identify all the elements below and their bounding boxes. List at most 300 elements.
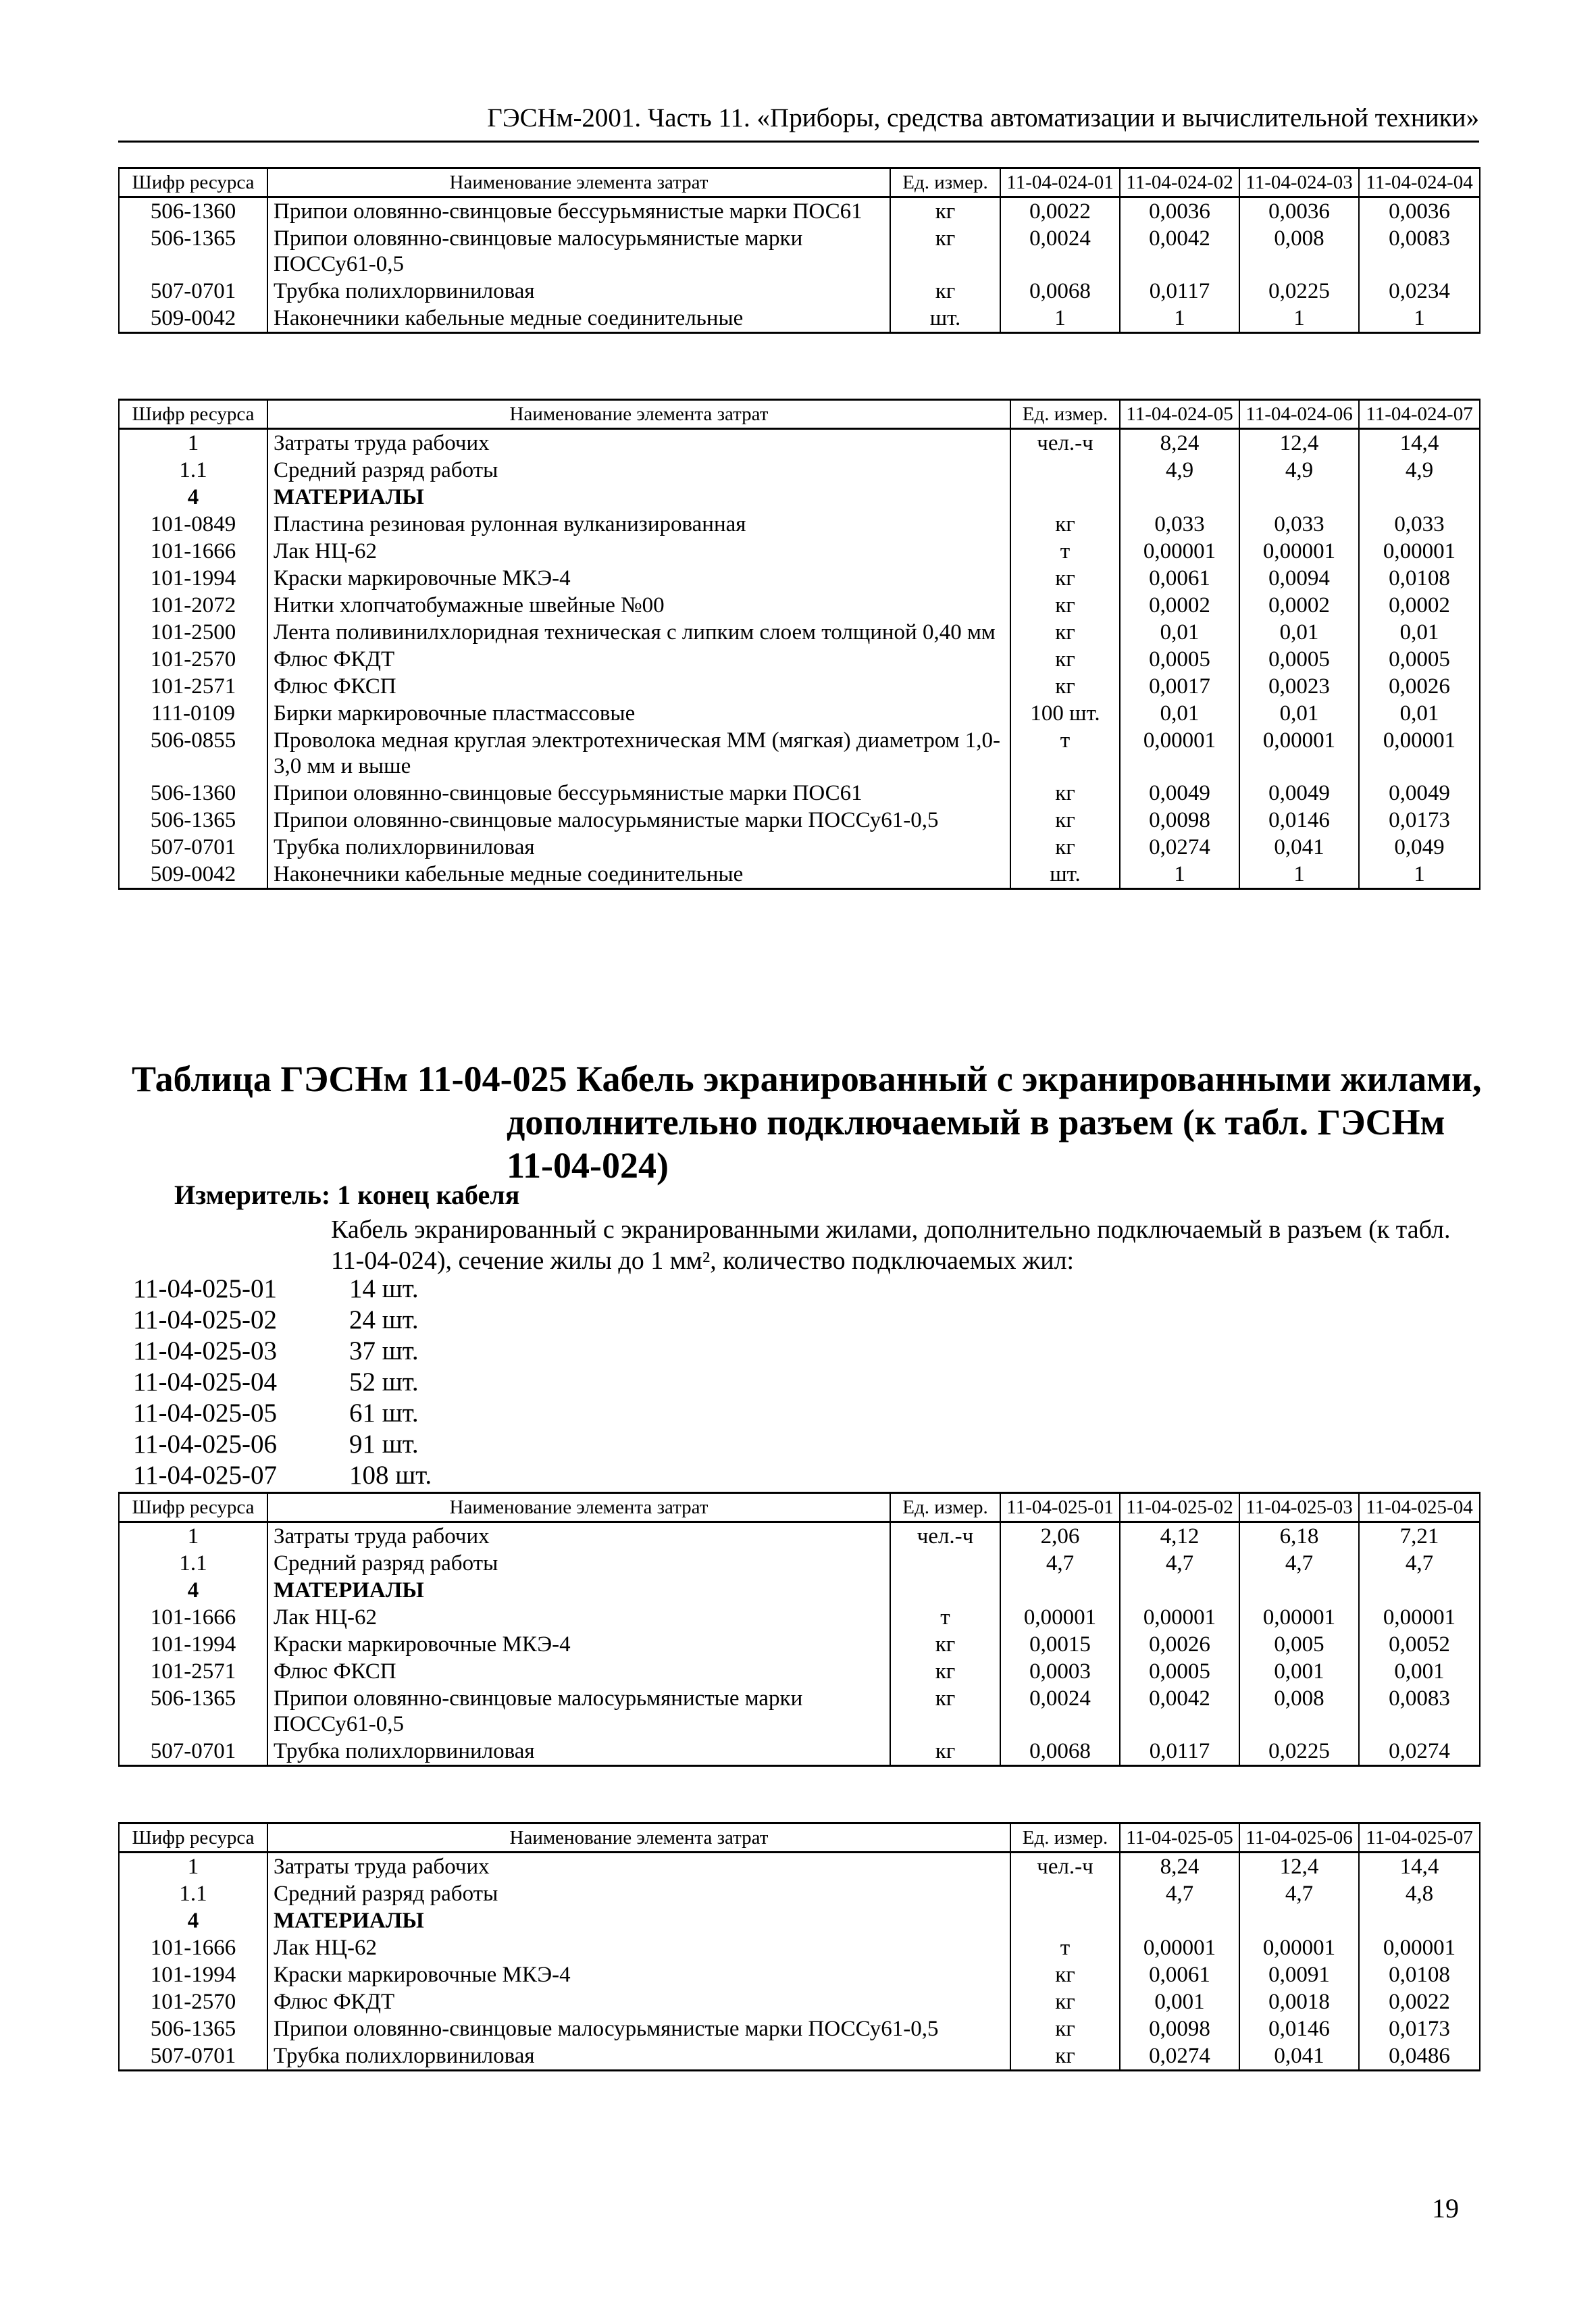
table-row [119,861,1480,889]
row-name: Припои оловянно-свинцовые малосурьмянистые марки ПОССу61-0,5 [267,2015,1010,2042]
header-col-code: 11-04-024-02 [1120,168,1239,197]
row-value: 8,24 [1120,1853,1239,1881]
row-name: Лак НЦ-62 [267,1934,1010,1961]
row-code: 507-0701 [119,2042,267,2071]
row-value: 0,0003 [1000,1658,1120,1685]
header-col-code: 11-04-024-05 [1120,400,1239,429]
row-name: Трубка полихлорвиниловая [267,278,890,305]
table-row [119,484,1480,511]
row-value: 0,0108 [1359,565,1480,592]
row-value: 1 [1239,861,1359,889]
header-name: Наименование элемента затрат [267,1493,890,1522]
row-value: 0,01 [1359,619,1480,646]
header-col-code: 11-04-025-03 [1239,1493,1359,1522]
row-value: 1 [1359,305,1480,333]
section-description: Кабель экранированный с экранированными жилами, дополнительно подключаемый в разъем (к табл. 11-04-024), сечение жилы до 1 мм², количество подключаемых жил: [331,1215,1451,1275]
row-value: 0,033 [1239,511,1359,538]
row-code: 507-0701 [119,278,267,305]
row-code: 101-1994 [119,1961,267,1988]
row-name: Припои оловянно-свинцовые малосурьмянистые марки ПОССу61-0,5 [267,225,890,278]
row-value: 4,7 [1359,1550,1480,1577]
row-value: 0,00001 [1120,727,1239,780]
row-value: 0,0061 [1120,565,1239,592]
row-unit: т [890,1604,1000,1631]
row-value: 4,9 [1120,457,1239,484]
row-code: 101-1666 [119,1604,267,1631]
table-row [119,834,1480,861]
row-unit: кг [1010,1961,1120,1988]
row-name: Флюс ФКДТ [267,1988,1010,2015]
code-list-item [133,1398,432,1429]
row-value [1359,484,1480,511]
row-value: 0,0108 [1359,1961,1480,1988]
section-title-line2: дополнительно подключаемый в разъем (к табл. ГЭСНм 11-04-024) [507,1102,1445,1186]
row-name: Припои оловянно-свинцовые бессурьмянистые марки ПОС61 [267,780,1010,807]
resource-table-025-part1 [118,1492,1481,1767]
row-value: 0,0049 [1120,780,1239,807]
row-value: 0,041 [1239,2042,1359,2071]
row-value: 0,0094 [1239,565,1359,592]
row-name: МАТЕРИАЛЫ [267,484,1010,511]
row-value: 0,0173 [1359,2015,1480,2042]
row-value: 2,06 [1000,1522,1120,1551]
table-row [119,511,1480,538]
header-code: Шифр ресурса [119,1823,267,1853]
row-value: 0,01 [1120,700,1239,727]
row-value: 0,0068 [1000,278,1120,305]
row-unit: кг [890,278,1000,305]
row-value: 0,00001 [1120,1604,1239,1631]
row-unit: кг [1010,834,1120,861]
row-value: 4,7 [1120,1550,1239,1577]
row-name: Затраты труда рабочих [267,1522,890,1551]
row-value: 0,0486 [1359,2042,1480,2071]
row-unit: кг [1010,780,1120,807]
row-unit: шт. [890,305,1000,333]
row-code: 101-2571 [119,673,267,700]
table-row [119,592,1480,619]
row-code: 506-1365 [119,807,267,834]
table-row [119,1550,1480,1577]
row-value: 0,0225 [1239,1738,1359,1766]
row-code: 1 [119,429,267,457]
row-value: 0,00001 [1239,1604,1359,1631]
row-value: 0,0042 [1120,1685,1239,1738]
table-row [119,457,1480,484]
row-name: Припои оловянно-свинцовые малосурьмянистые марки ПОССу61-0,5 [267,807,1010,834]
row-value [1120,1907,1239,1934]
row-name: Припои оловянно-свинцовые малосурьмянистые марки ПОССу61-0,5 [267,1685,890,1738]
header-col-code: 11-04-025-05 [1120,1823,1239,1853]
row-value: 0,001 [1239,1658,1359,1685]
row-value: 0,0018 [1239,1988,1359,2015]
row-code: 4 [119,1907,267,1934]
row-name: Наконечники кабельные медные соединительные [267,305,890,333]
row-name: Трубка полихлорвиниловая [267,1738,890,1766]
row-code: 509-0042 [119,305,267,333]
row-value: 0,0117 [1120,1738,1239,1766]
table-row [119,565,1480,592]
table-row [119,1988,1480,2015]
row-code: 101-1994 [119,565,267,592]
row-value: 0,00001 [1120,1934,1239,1961]
row-code: 1.1 [119,1550,267,1577]
row-value [1359,1907,1480,1934]
table-row [119,429,1480,457]
header-name: Наименование элемента затрат [267,168,890,197]
row-unit: 100 шт. [1010,700,1120,727]
row-value: 0,0173 [1359,807,1480,834]
table-row [119,2015,1480,2042]
row-value: 0,0024 [1000,225,1120,278]
item-quantity: 37 шт. [349,1336,419,1365]
row-value: 1 [1000,305,1120,333]
row-value: 0,0002 [1239,592,1359,619]
code-list-item [133,1336,432,1367]
row-value: 14,4 [1359,1853,1480,1881]
row-value: 0,00001 [1239,538,1359,565]
row-unit: кг [1010,619,1120,646]
row-unit: кг [890,1658,1000,1685]
row-value: 1 [1120,861,1239,889]
row-code: 509-0042 [119,861,267,889]
table-row [119,673,1480,700]
row-unit: кг [890,197,1000,226]
header-col-code: 11-04-025-01 [1000,1493,1120,1522]
row-code: 101-1666 [119,538,267,565]
item-code: 11-04-025-02 [133,1305,278,1334]
resource-table-025-part2 [118,1822,1481,2071]
row-value: 1 [1120,305,1239,333]
header-unit: Ед. измер. [1010,1823,1120,1853]
row-value: 0,0024 [1000,1685,1120,1738]
row-code: 506-1365 [119,225,267,278]
row-code: 506-1360 [119,780,267,807]
row-value: 4,7 [1239,1550,1359,1577]
header-code: Шифр ресурса [119,1493,267,1522]
row-value: 0,0049 [1239,780,1359,807]
row-unit: кг [1010,2042,1120,2071]
row-name: Флюс ФКДТ [267,646,1010,673]
table-row [119,1631,1480,1658]
header-col-code: 11-04-024-03 [1239,168,1359,197]
row-code: 1.1 [119,457,267,484]
row-value: 0,0023 [1239,673,1359,700]
row-value: 0,0005 [1120,1658,1239,1685]
table-row [119,727,1480,780]
row-code: 101-1994 [119,1631,267,1658]
row-unit: чел.-ч [1010,429,1120,457]
row-value: 0,0022 [1000,197,1120,226]
running-header: ГЭСНм-2001. Часть 11. «Приборы, средства автоматизации и вычислительной техники» [487,103,1479,132]
row-unit [1010,1880,1120,1907]
header-col-code: 11-04-025-06 [1239,1823,1359,1853]
row-unit [1010,484,1120,511]
row-code: 506-1360 [119,197,267,226]
row-value: 0,0002 [1359,592,1480,619]
row-name: Нитки хлопчатобумажные швейные №00 [267,592,1010,619]
row-code: 101-2500 [119,619,267,646]
row-value: 0,0015 [1000,1631,1120,1658]
row-unit [890,1577,1000,1604]
row-value: 0,00001 [1120,538,1239,565]
row-unit: т [1010,1934,1120,1961]
table-row [119,1880,1480,1907]
item-code: 11-04-025-07 [133,1461,278,1490]
row-code: 4 [119,484,267,511]
table-row [119,646,1480,673]
row-value: 0,01 [1359,700,1480,727]
row-name: Лак НЦ-62 [267,538,1010,565]
row-name: Припои оловянно-свинцовые бессурьмянистые марки ПОС61 [267,197,890,226]
code-list-item [133,1460,432,1491]
row-unit: чел.-ч [890,1522,1000,1551]
row-value: 0,00001 [1359,1934,1480,1961]
row-value: 0,008 [1239,225,1359,278]
row-value: 0,0146 [1239,807,1359,834]
row-value: 4,7 [1239,1880,1359,1907]
header-rule [118,141,1479,143]
row-unit [1010,1907,1120,1934]
row-value: 0,00001 [1359,538,1480,565]
row-code: 507-0701 [119,834,267,861]
row-value: 0,0061 [1120,1961,1239,1988]
row-unit: кг [890,1738,1000,1766]
row-name: Средний разряд работы [267,1880,1010,1907]
item-code: 11-04-025-05 [133,1399,278,1428]
item-quantity: 14 шт. [349,1274,419,1303]
row-value: 0,01 [1239,700,1359,727]
row-value [1239,1577,1359,1604]
row-unit: кг [890,1685,1000,1738]
row-value: 4,9 [1359,457,1480,484]
item-code: 11-04-025-06 [133,1430,278,1459]
row-code: 507-0701 [119,1738,267,1766]
item-quantity: 91 шт. [349,1430,419,1459]
row-value: 0,0036 [1120,197,1239,226]
row-value: 4,9 [1239,457,1359,484]
header-col-code: 11-04-024-04 [1359,168,1480,197]
row-name: Флюс ФКСП [267,1658,890,1685]
row-code: 506-1365 [119,1685,267,1738]
item-quantity: 24 шт. [349,1305,419,1334]
meter-label: Измеритель: 1 конец кабеля [174,1180,520,1210]
table-row [119,305,1480,333]
row-value [1359,1577,1480,1604]
row-value: 0,008 [1239,1685,1359,1738]
row-code: 101-0849 [119,511,267,538]
row-value: 0,0274 [1359,1738,1480,1766]
row-name: Затраты труда рабочих [267,1853,1010,1881]
header-code: Шифр ресурса [119,168,267,197]
row-value: 0,0036 [1239,197,1359,226]
row-value: 0,0005 [1239,646,1359,673]
row-unit: т [1010,727,1120,780]
header-unit: Ед. измер. [890,168,1000,197]
row-unit: шт. [1010,861,1120,889]
header-col-code: 11-04-025-04 [1359,1493,1480,1522]
row-value: 0,033 [1120,511,1239,538]
header-col-code: 11-04-025-02 [1120,1493,1239,1522]
row-value: 0,0068 [1000,1738,1120,1766]
row-name: Трубка полихлорвиниловая [267,834,1010,861]
code-list [133,1274,432,1491]
table-row [119,1685,1480,1738]
row-value: 1 [1239,305,1359,333]
row-value: 14,4 [1359,429,1480,457]
table-row [119,278,1480,305]
table-row [119,538,1480,565]
row-value: 4,12 [1120,1522,1239,1551]
table-row [119,225,1480,278]
table-row [119,1658,1480,1685]
item-code: 11-04-025-01 [133,1274,278,1303]
table-header-row [119,1823,1480,1853]
row-value [1120,1577,1239,1604]
header-unit: Ед. измер. [1010,400,1120,429]
row-value: 0,0098 [1120,807,1239,834]
row-value: 0,0036 [1359,197,1480,226]
row-value: 0,0022 [1359,1988,1480,2015]
row-value: 0,001 [1359,1658,1480,1685]
row-name: Краски маркировочные МКЭ-4 [267,1631,890,1658]
row-value: 4,7 [1000,1550,1120,1577]
header-name: Наименование элемента затрат [267,400,1010,429]
row-code: 101-1666 [119,1934,267,1961]
row-value: 0,041 [1239,834,1359,861]
row-unit: кг [1010,646,1120,673]
page-number: 19 [1432,2193,1459,2223]
row-name: Лента поливинилхлоридная техническая с липким слоем толщиной 0,40 мм [267,619,1010,646]
row-code: 1 [119,1853,267,1881]
row-name: Флюс ФКСП [267,673,1010,700]
row-name: Средний разряд работы [267,1550,890,1577]
row-value: 0,005 [1239,1631,1359,1658]
row-value [1120,484,1239,511]
code-list-item [133,1429,432,1460]
header-unit: Ед. измер. [890,1493,1000,1522]
row-code: 111-0109 [119,700,267,727]
header-col-code: 11-04-025-07 [1359,1823,1480,1853]
row-name: Лак НЦ-62 [267,1604,890,1631]
row-value: 0,0005 [1120,646,1239,673]
code-list-item [133,1274,432,1305]
row-value: 0,0049 [1359,780,1480,807]
row-value: 8,24 [1120,429,1239,457]
row-value: 0,0026 [1120,1631,1239,1658]
row-code: 1 [119,1522,267,1551]
item-quantity: 108 шт. [349,1461,432,1490]
row-name: Средний разряд работы [267,457,1010,484]
row-name: МАТЕРИАЛЫ [267,1577,890,1604]
row-code: 101-2571 [119,1658,267,1685]
row-value: 7,21 [1359,1522,1480,1551]
row-value: 0,0017 [1120,673,1239,700]
row-value: 4,7 [1120,1880,1239,1907]
row-value: 0,033 [1359,511,1480,538]
row-code: 101-2570 [119,1988,267,2015]
row-value: 0,00001 [1000,1604,1120,1631]
section-title [132,1057,1482,1187]
row-unit [1010,457,1120,484]
table-row [119,1604,1480,1631]
row-unit: кг [1010,807,1120,834]
row-name: Краски маркировочные МКЭ-4 [267,565,1010,592]
item-code: 11-04-025-04 [133,1367,278,1397]
table-header-row [119,400,1480,429]
row-value: 1 [1359,861,1480,889]
row-value: 0,0117 [1120,278,1239,305]
row-value: 0,0052 [1359,1631,1480,1658]
table-row [119,197,1480,226]
row-value: 6,18 [1239,1522,1359,1551]
row-value: 0,0005 [1359,646,1480,673]
row-code: 506-0855 [119,727,267,780]
row-value: 0,001 [1120,1988,1239,2015]
table-row [119,700,1480,727]
row-name: Бирки маркировочные пластмассовые [267,700,1010,727]
item-code: 11-04-025-03 [133,1336,278,1365]
row-value: 0,0002 [1120,592,1239,619]
row-code: 101-2570 [119,646,267,673]
row-value: 0,0098 [1120,2015,1239,2042]
row-unit: кг [890,225,1000,278]
row-value: 0,0274 [1120,834,1239,861]
table-header-row [119,168,1480,197]
resource-table-024-part1 [118,167,1481,334]
row-value: 0,00001 [1359,727,1480,780]
header-col-code: 11-04-024-06 [1239,400,1359,429]
row-value: 0,01 [1120,619,1239,646]
row-name: Краски маркировочные МКЭ-4 [267,1961,1010,1988]
table-row [119,807,1480,834]
row-name: МАТЕРИАЛЫ [267,1907,1010,1934]
table-row [119,780,1480,807]
row-value: 4,8 [1359,1880,1480,1907]
row-code: 506-1365 [119,2015,267,2042]
item-quantity: 52 шт. [349,1367,419,1397]
resource-table-024-part2 [118,399,1481,890]
row-value: 0,01 [1239,619,1359,646]
row-value: 0,00001 [1359,1604,1480,1631]
row-value: 0,00001 [1239,727,1359,780]
row-value: 0,0083 [1359,225,1480,278]
row-value: 0,0042 [1120,225,1239,278]
row-value: 12,4 [1239,1853,1359,1881]
row-name: Трубка полихлорвиниловая [267,2042,1010,2071]
row-value [1000,1577,1120,1604]
header-col-code: 11-04-024-01 [1000,168,1120,197]
table-row [119,1738,1480,1766]
row-value [1239,1907,1359,1934]
row-unit: кг [1010,2015,1120,2042]
row-name: Проволока медная круглая электротехническая ММ (мягкая) диаметром 1,0-3,0 мм и выше [267,727,1010,780]
row-value: 0,0234 [1359,278,1480,305]
row-unit: чел.-ч [1010,1853,1120,1881]
row-name: Наконечники кабельные медные соединительные [267,861,1010,889]
row-value: 12,4 [1239,429,1359,457]
row-value: 0,049 [1359,834,1480,861]
row-value: 0,0026 [1359,673,1480,700]
table-row [119,1934,1480,1961]
row-unit: кг [1010,511,1120,538]
table-row [119,2042,1480,2071]
row-value: 0,0091 [1239,1961,1359,1988]
row-unit: кг [890,1631,1000,1658]
table-header-row [119,1493,1480,1522]
row-value: 0,0225 [1239,278,1359,305]
row-unit: т [1010,538,1120,565]
